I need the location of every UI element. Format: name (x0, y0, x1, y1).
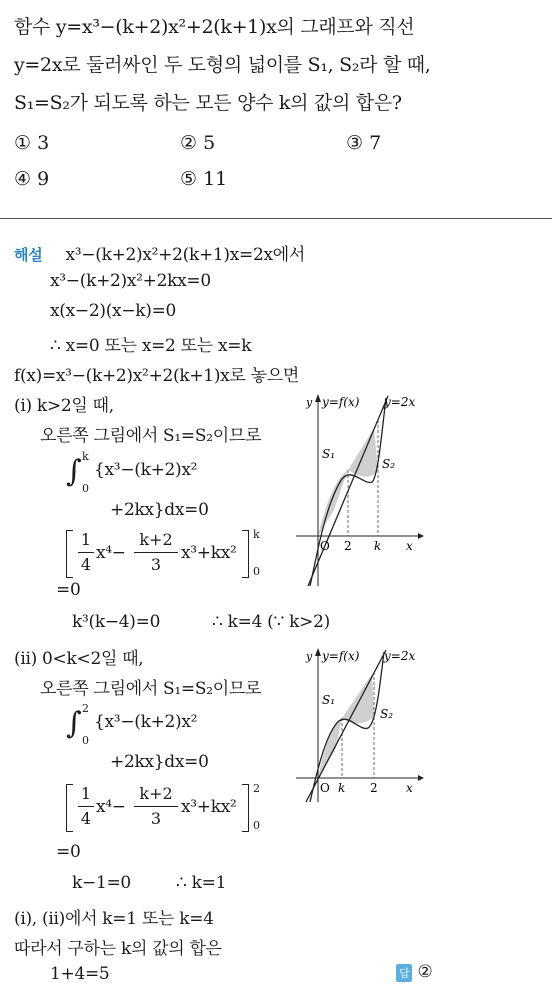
graph2-tick-a: k (338, 781, 346, 795)
case1-bracket-right (242, 530, 249, 578)
integral-sign-1: ∫ (66, 454, 82, 489)
case1-line-1: 오른쪽 그림에서 S₁=S₂이므로 (40, 426, 262, 446)
case2-int-upper: 2 (82, 702, 89, 715)
solution-label: 해설 (14, 246, 43, 264)
case2-frac-b-den: 3 (150, 809, 162, 828)
question-line-3: S₁=S₂가 되도록 하는 모든 양수 k의 값의 합은? (14, 92, 402, 114)
graph1-y-label: y (306, 396, 313, 409)
case1-integrand-1: {x³−(k+2)x² (94, 460, 198, 480)
case1-int-upper: k (82, 450, 89, 463)
case2-frac-a-line (78, 806, 94, 807)
graph1-tick-b: k (374, 539, 382, 553)
case1-bracket-left (66, 530, 73, 578)
integral-sign-2: ∫ (66, 706, 82, 741)
case2-bracket-left (66, 784, 73, 832)
graph1-fx-label: y=f(x) (322, 395, 360, 409)
graph2-x-label: x (406, 781, 413, 795)
case2-therefore: ∴ k=1 (176, 873, 227, 893)
case1-heading: (i) k>2일 때, (14, 396, 114, 416)
conclusion-line-2: 따라서 구하는 k의 값의 합은 (14, 939, 222, 959)
case1-therefore: ∴ k=4 (∵ k>2) (212, 612, 330, 632)
graph1-s1: S₁ (322, 447, 336, 461)
case1-bracket-terms-1: x⁴− (96, 543, 126, 563)
graph2-line-label: y=2x (384, 649, 416, 663)
case2-result: k−1=0 (72, 873, 131, 893)
case2-frac-a-den: 4 (80, 809, 92, 828)
choice-2[interactable]: ② 5 (180, 132, 216, 154)
graph-case2 (290, 644, 430, 804)
graph2-y-label: y (306, 650, 313, 663)
case2-heading: (ii) 0<k<2일 때, (14, 649, 144, 669)
line-y2x-1 (308, 396, 388, 586)
question-line-1: 함수 y=x³−(k+2)x²+2(k+1)x의 그래프와 직선 (14, 16, 415, 38)
case2-frac-b-line (134, 806, 178, 807)
graph2-tick-b: 2 (370, 781, 378, 795)
graph2-s2: S₂ (380, 707, 394, 721)
answer-choice: ② (417, 962, 433, 982)
case1-eq-zero: =0 (56, 580, 81, 600)
case2-line-1: 오른쪽 그림에서 S₁=S₂이므로 (40, 679, 262, 699)
case2-bracket-terms-1: x⁴− (96, 797, 126, 817)
case2-frac-a-num: 1 (80, 784, 92, 803)
case1-bracket-upper: k (253, 528, 260, 541)
choice-4[interactable]: ④ 9 (14, 168, 50, 190)
choice-5[interactable]: ⑤ 11 (180, 168, 228, 190)
case1-frac-a-num: 1 (80, 530, 92, 549)
case1-frac-a-line (78, 552, 94, 553)
case1-frac-b-line (134, 552, 178, 553)
solution-line-3: x(x−2)(x−k)=0 (50, 301, 177, 321)
answer-badge: 답 (396, 964, 412, 982)
case1-bracket-lower: 0 (253, 565, 260, 578)
region-s2 (348, 428, 378, 477)
choice-1[interactable]: ① 3 (14, 132, 50, 154)
case2-integrand-2: +2kx}dx=0 (110, 752, 209, 772)
case1-int-lower: 0 (82, 482, 89, 495)
case1-frac-b-den: 3 (150, 555, 162, 574)
case2-bracket-upper: 2 (253, 782, 260, 795)
solution-line-1: x³−(k+2)x²+2(k+1)x=2x에서 (65, 245, 306, 265)
graph1-x-label: x (406, 539, 413, 553)
case2-frac-b-num: k+2 (139, 784, 173, 803)
question-line-2: y=2x로 둘러싸인 두 도형의 넓이를 S₁, S₂라 할 때, (14, 54, 431, 76)
choice-3[interactable]: ③ 7 (346, 132, 382, 154)
graph2-origin: O (320, 781, 330, 795)
case1-result: k³(k−4)=0 (72, 612, 161, 632)
case1-integrand-2: +2kx}dx=0 (110, 500, 209, 520)
conclusion-line-3: 1+4=5 (50, 964, 110, 984)
solution-line-2: x³−(k+2)x²+2kx=0 (50, 271, 211, 291)
solution-line-4: ∴ x=0 또는 x=2 또는 x=k (50, 336, 252, 356)
graph1-tick-a: 2 (344, 539, 352, 553)
graph2-fx-label: y=f(x) (322, 649, 360, 663)
graph1-line-label: y=2x (384, 395, 416, 409)
conclusion-line-1: (i), (ii)에서 k=1 또는 k=4 (14, 909, 214, 929)
case2-eq-zero: =0 (56, 842, 81, 862)
graph2-s1: S₁ (322, 693, 336, 707)
graph-case1 (290, 390, 430, 590)
graph1-origin: O (320, 539, 330, 553)
solution-line-5: f(x)=x³−(k+2)x²+2(k+1)x로 놓으면 (14, 366, 300, 386)
case2-bracket-terms-2: x³+kx² (181, 797, 237, 817)
case2-integrand-1: {x³−(k+2)x² (94, 712, 198, 732)
case2-bracket-right (242, 784, 249, 832)
answer-marker (396, 962, 432, 982)
section-divider (0, 218, 552, 219)
case2-bracket-lower: 0 (253, 819, 260, 832)
case1-frac-a-den: 4 (80, 555, 92, 574)
region-s1 (318, 718, 342, 778)
graph1-s2: S₂ (382, 457, 396, 471)
case2-int-lower: 0 (82, 734, 89, 747)
case1-frac-b-num: k+2 (139, 530, 173, 549)
case1-bracket-terms-2: x³+kx² (181, 543, 237, 563)
